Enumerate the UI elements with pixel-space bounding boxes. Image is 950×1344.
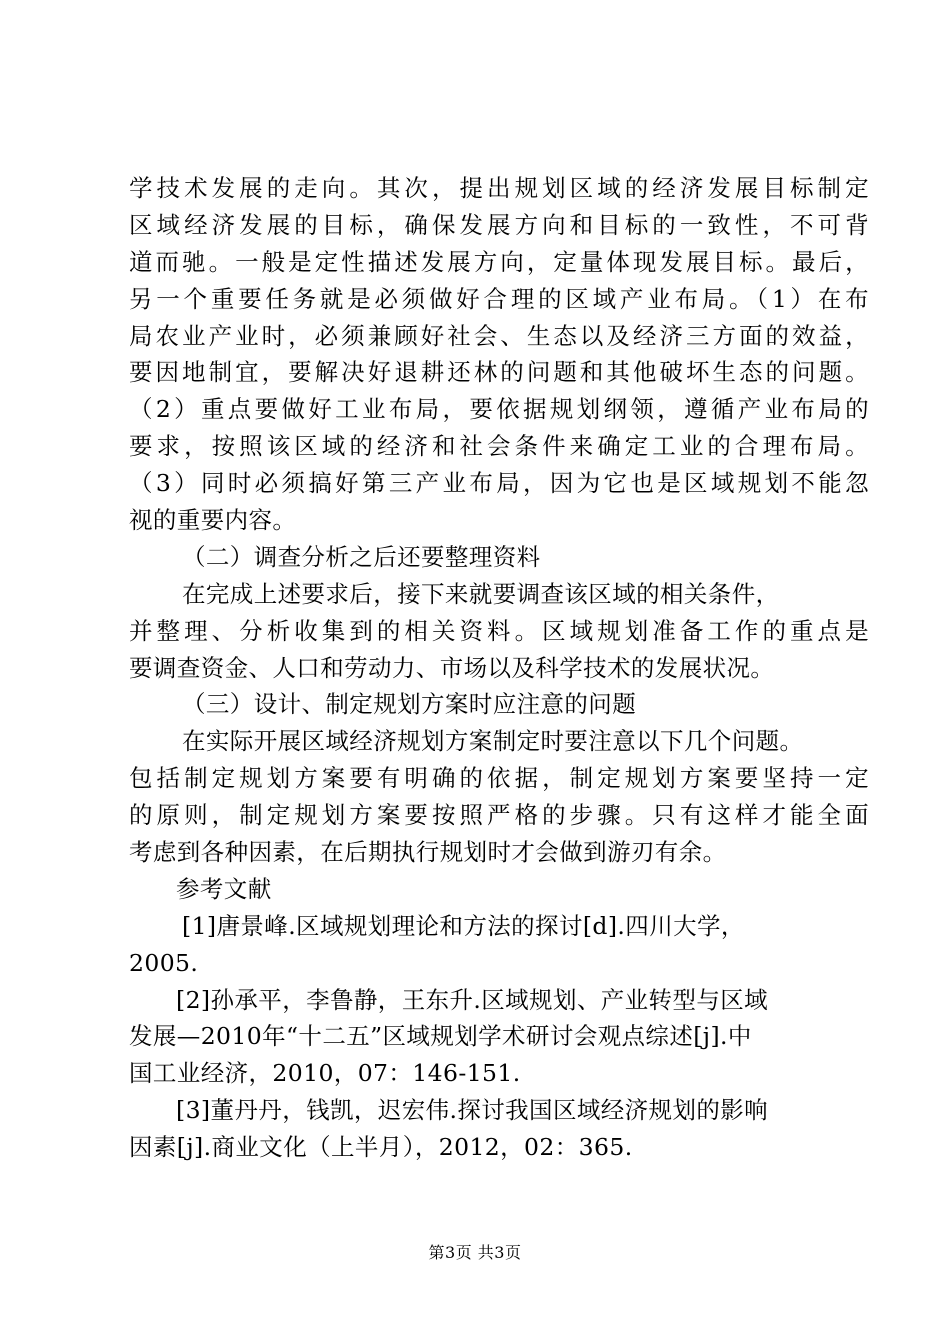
body-line-19: 考虑到各种因素，在后期执行规划时才会做到游刃有余。	[129, 838, 727, 867]
page-footer	[0, 1243, 950, 1263]
reference-2-line-3: 国工业经济，2010，07：146-151.	[129, 1059, 521, 1088]
body-line-7: （2）重点要做好工业布局，要依据规划纲领，遵循产业布局的	[129, 395, 869, 424]
reference-2-line-1: [2]孙承平，李鲁静，王东升.区域规划、产业转型与区域	[176, 985, 769, 1014]
body-line-6: 要因地制宜，要解决好退耕还林的问题和其他破坏生态的问题。	[129, 358, 869, 387]
body-line-12: 在完成上述要求后，接下来就要调查该区域的相关条件，	[182, 579, 780, 608]
body-line-1: 学技术发展的走向。其次，提出规划区域的经济发展目标制定	[129, 174, 869, 202]
body-line-17: 包括制定规划方案要有明确的依据，制定规划方案要坚持一定	[129, 764, 869, 793]
reference-3-line-1: [3]董丹丹，钱凯，迟宏伟.探讨我国区域经济规划的影响	[176, 1096, 769, 1125]
section-heading-3: （三）设计、制定规划方案时应注意的问题	[182, 690, 637, 719]
body-line-13: 并整理、分析收集到的相关资料。区域规划准备工作的重点是	[129, 616, 869, 645]
reference-1-line-2: 2005.	[129, 948, 199, 977]
body-line-4: 另一个重要任务就是必须做好合理的区域产业布局。（1）在布	[129, 284, 869, 313]
body-line-14: 要调查资金、人口和劳动力、市场以及科学技术的发展状况。	[129, 653, 775, 682]
references-heading: 参考文献	[176, 874, 272, 903]
body-line-5: 局农业产业时，必须兼顾好社会、生态以及经济三方面的效益，	[129, 321, 869, 350]
reference-1-line-1: [1]唐景峰.区域规划理论和方法的探讨[d].四川大学，	[182, 911, 745, 940]
body-line-18: 的原则，制定规划方案要按照严格的步骤。只有这样才能全面	[129, 801, 869, 830]
reference-3-line-2: 因素[j].商业文化（上半月），2012，02：365.	[129, 1133, 633, 1162]
body-line-10: 视的重要内容。	[129, 506, 297, 535]
body-line-16: 在实际开展区域经济规划方案制定时要注意以下几个问题。	[182, 727, 804, 756]
section-heading-2: （二）调查分析之后还要整理资料	[182, 542, 541, 571]
reference-2-line-2: 发展—2010年“十二五”区域规划学术研讨会观点综述[j].中	[129, 1022, 752, 1051]
document-body	[129, 170, 869, 1166]
body-line-3: 道而驰。一般是定性描述发展方向，定量体现发展目标。最后，	[129, 247, 869, 276]
body-line-2: 区域经济发展的目标，确保发展方向和目标的一致性，不可背	[129, 210, 869, 239]
page-number: 第3页 共3页	[428, 1243, 522, 1262]
body-line-9: （3）同时必须搞好第三产业布局，因为它也是区域规划不能忽	[129, 469, 869, 498]
body-line-8: 要求，按照该区域的经济和社会条件来确定工业的合理布局。	[129, 432, 869, 461]
